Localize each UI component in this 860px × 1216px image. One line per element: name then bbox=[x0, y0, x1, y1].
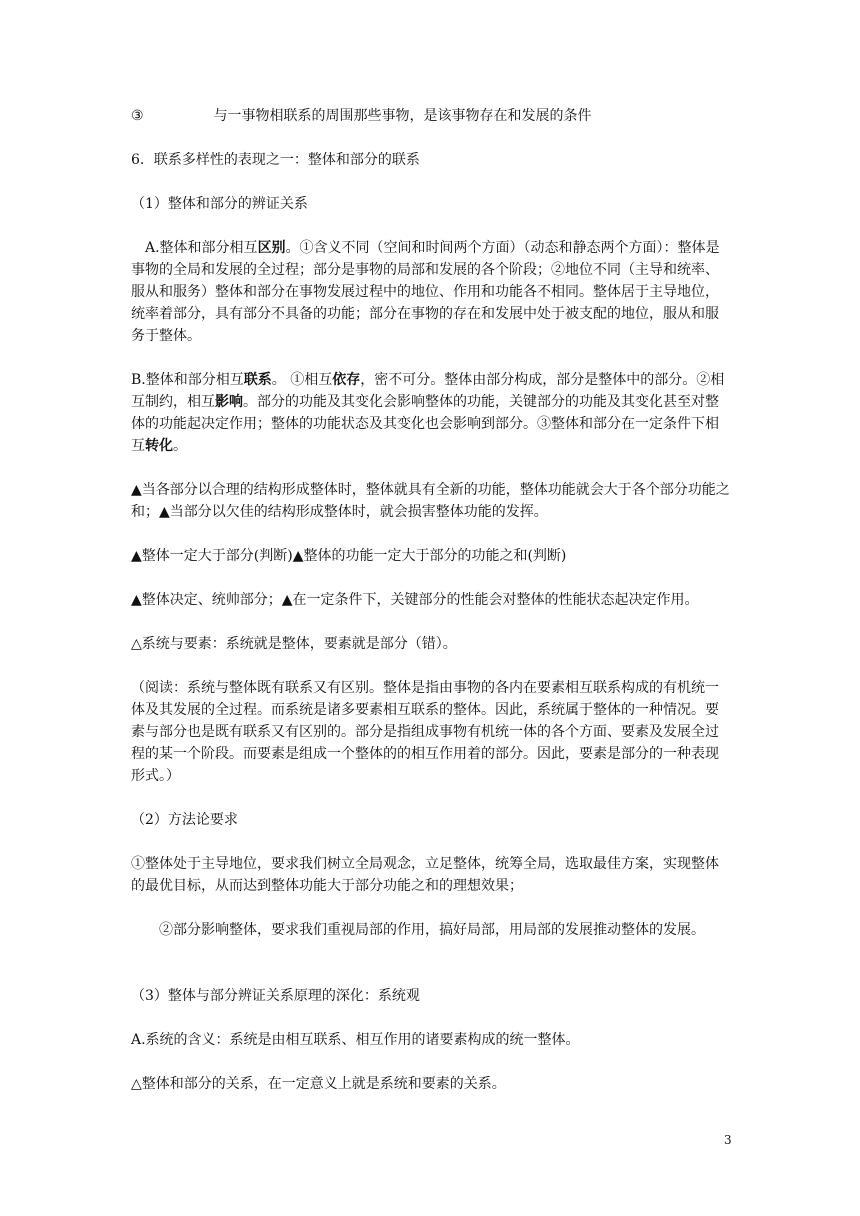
section-heading-6: 6．联系多样性的表现之一：整体和部分的联系 bbox=[131, 152, 420, 168]
triangle-note-3: ▲整体决定、统帅部分；▲在一定条件下，关键部分的性能会对整体的性能状态起决定作用。 bbox=[131, 592, 699, 608]
system-element-note: △系统与要素：系统就是整体，要素就是部分（错）。 bbox=[131, 636, 457, 652]
bold-dependence: 依存 bbox=[332, 372, 361, 388]
triangle-note-1: ▲当各部分以合理的结构形成整体时，整体就具有全新的功能，整体功能就会大于各个部分功能之和；▲当部分以欠佳的结构形成整体时，就会损害整体功能的发挥。 bbox=[131, 482, 730, 520]
triangle-note-2: ▲整体一定大于部分(判断)▲整体的功能一定大于部分的功能之和(判断) bbox=[131, 548, 567, 564]
subheading-2: （2）方法论要求 bbox=[131, 812, 238, 828]
system-relation-note: △整体和部分的关系，在一定意义上就是系统和要素的关系。 bbox=[131, 1076, 506, 1092]
paragraph-a-distinction: A.整体和部分相互区别。①含义不同（空间和时间两个方面）（动态和静态两个方面）：整体是事物的全局和发展的全过程；部分是事物的局部和发展的各个阶段；②地位不同（主导和统率、服从和服务）整体和部分在事物发展过程中的地位、作用和功能各不相同。整体居于主导地位，统率着部分，具有部分不具备的功能；部分在事物的存在和发展中处于被支配的地位，服从和服务于整体。 bbox=[131, 240, 720, 344]
bold-connection: 联系 bbox=[243, 372, 272, 388]
circled-number-3: ③ bbox=[131, 108, 144, 124]
subheading-1: （1）整体和部分的辨证关系 bbox=[131, 196, 308, 212]
bold-influence: 影响 bbox=[215, 394, 243, 410]
subheading-3: （3）整体与部分辨证关系原理的深化：系统观 bbox=[131, 988, 420, 1004]
condition-line bbox=[131, 105, 731, 127]
methodology-point-2: ②部分影响整体，要求我们重视局部的作用，搞好局部，用局部的发展推动整体的发展。 bbox=[159, 922, 705, 938]
paragraph-b-connection: B.整体和部分相互联系。 ①相互依存，密不可分。整体由部分构成，部分是整体中的部分。②相互制约，相互影响。部分的功能及其变化会影响整体的功能，关键部分的功能及其变化甚至对整体的功能起决定作用；整体的功能状态及其变化也会影响到部分。③整体和部分在一定条件下相互转化。 bbox=[131, 372, 725, 454]
condition-text: 与一事物相联系的周围那些事物，是该事物存在和发展的条件 bbox=[213, 108, 592, 124]
system-definition: A.系统的含义：系统是由相互联系、相互作用的诸要素构成的统一整体。 bbox=[131, 1032, 580, 1048]
reading-paragraph: （阅读：系统与整体既有联系又有区别。整体是指由事物的各内在要素相互联系构成的有机统一体及其发展的全过程。而系统是诸多要素相互联系的整体。因此，系统属于整体的一种情况。要素与部分也是既有联系又有区别的。部分是指组成事物有机统一体的各个方面、要素及发展全过程的某一个阶段。而要素是组成一个整体的的相互作用着的部分。因此，要素是部分的一种表现形式。） bbox=[131, 680, 719, 784]
page-number: 3 bbox=[724, 1133, 732, 1147]
methodology-point-1: ①整体处于主导地位，要求我们树立全局观念，立足整体，统筹全局，选取最佳方案，实现整体的最优目标，从而达到整体功能大于部分功能之和的理想效果； bbox=[131, 856, 719, 894]
bold-distinction: 区别 bbox=[257, 240, 286, 256]
bold-transformation: 转化 bbox=[145, 438, 173, 454]
